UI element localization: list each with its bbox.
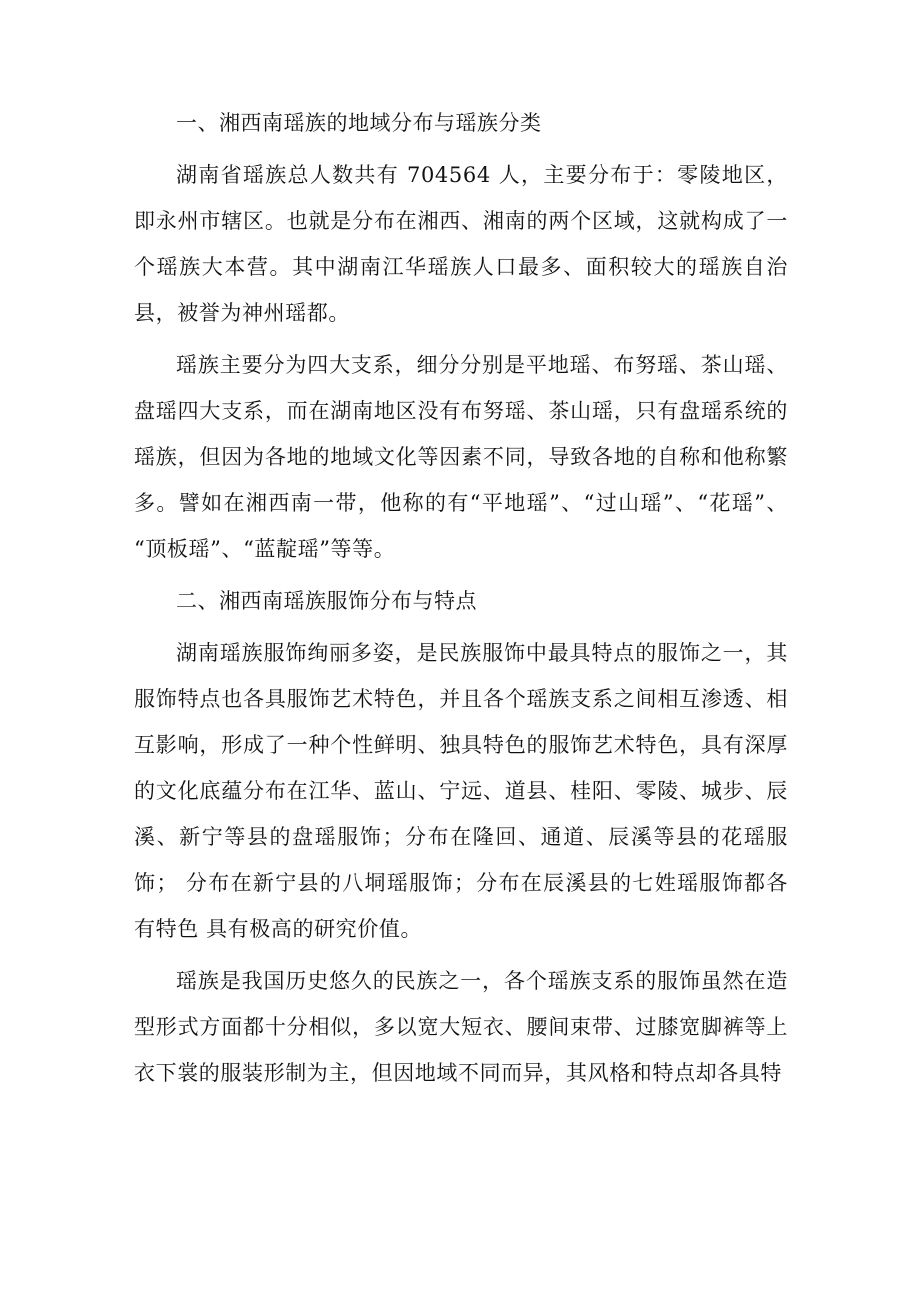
section-heading-2: 二、湘西南瑶族服饰分布与特点 <box>176 589 477 613</box>
paragraph-costume-features: 湖南瑶族服饰绚丽多姿，是民族服饰中最具特点的服饰之一，其服饰特点也各具服饰艺术特色，并且各个瑶族支系之间相互渗透、相互影响，形成了一种个性鲜明、独具特色的服饰艺术特色，具有深厚的文化底蕴分布在江华、蓝山、宁远、道县、桂阳、零陵、城步、辰溪、新宁等县的盘瑶服饰；分布在隆回、通道、辰溪等县的花瑶服饰； 分布在新宁县的八垌瑶服饰；分布在辰溪县的七姓瑶服饰都各有特色 具有极高的研究价值。 <box>134 641 788 941</box>
section-heading-1: 一、湘西南瑶族的地域分布与瑶族分类 <box>176 111 542 135</box>
paragraph-branch-classification: 瑶族主要分为四大支系，细分分别是平地瑶、布努瑶、茶山瑶、盘瑶四大支系，而在湖南地区没有布努瑶、茶山瑶，只有盘瑶系统的瑶族，但因为各地的地域文化等因素不同，导致各地的自称和他称繁多。譬如在湘西南一带，他称的有“平地瑶”、“过山瑶”、“花瑶”、 “顶板瑶”、“蓝靛瑶”等等。 <box>134 353 788 561</box>
document-body <box>134 100 788 1102</box>
paragraph-costume-history: 瑶族是我国历史悠久的民族之一，各个瑶族支系的服饰虽然在造型形式方面都十分相似，多以宽大短衣、腰间束带、过膝宽脚裤等上衣下裳的服装形制为主，但因地域不同而异，其风格和特点却各具特 <box>134 969 788 1085</box>
paragraph-population-distribution: 湖南省瑶族总人数共有 704564 人，主要分布于：零陵地区，即永州市辖区。也就是分布在湘西、湘南的两个区域，这就构成了一个瑶族大本营。其中湖南江华瑶族人口最多、面积较大的瑶族自治县，被誉为神州瑶都。 <box>134 163 788 325</box>
